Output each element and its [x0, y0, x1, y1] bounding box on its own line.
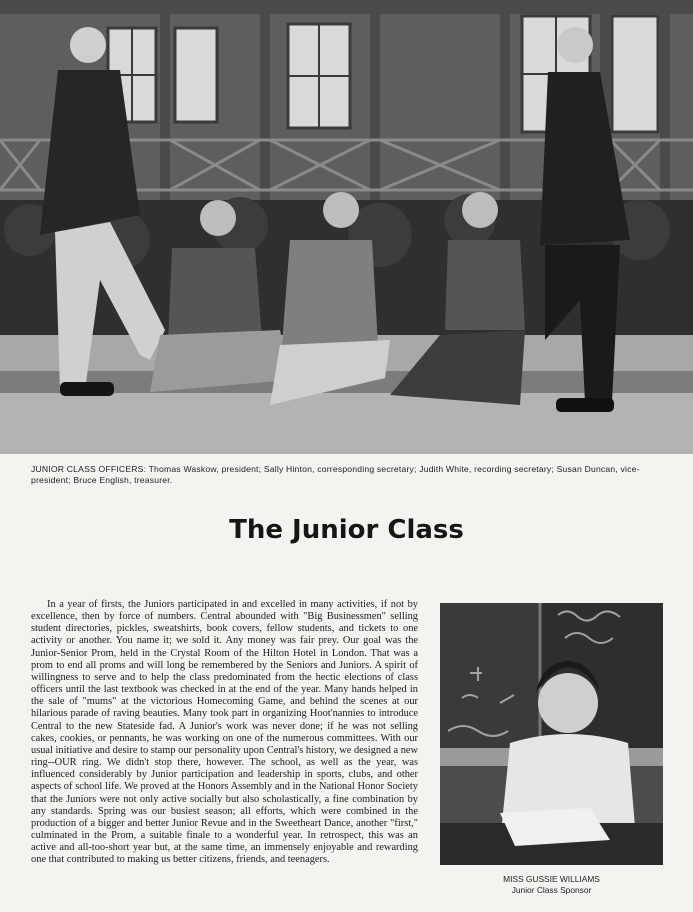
- class-officers-photo: [0, 0, 693, 454]
- page-title: The Junior Class: [229, 515, 464, 545]
- article-body: In a year of firsts, the Juniors participated in and excelled in many activities, if not by excellence, then by force of numbers. Central abounded with "Big Businessmen" selling student directories, pickles, sweatshirts, book covers, fellow students, and tickets to one activity or another. You name it; we sold it. Any money was fair prey. Our goal was the Junior-Senior Prom, held in the Crystal Room of the Hilton Hotel in London. That was a prom to end all proms and will long be remembered by the Seniors and Juniors. A spirit of willingness to serve and to help the class predominated from the hectic elections of class officers until the last textbook was checked in at the end of the year. Many hands helped in the sale of "mums" at the victorious Homecoming Game, and behind the scenes at our hilarious parade of raving beauties. Many took part in organizing Hoot'nannies to introduce Central to the new Stateside fad. A Junior's work was never done; if he was not selling cakes, cookies, or pennants, he was working on one of the numerous committees. With our usual initiative and desire to stamp our personality upon Central's history, we designed a new ring--OUR ring. We didn't stop there, however. The school, as well as the year, was influenced considerably by Junior participation and leadership in sports, clubs, and other aspects of school life. We proved at the Honors Assembly and in the National Honor Society that the Juniors were not only active socially but also scholastically, a fine combination by any standards. Spring was our busiest season; all efforts, which were combined in the production of a bigger and better Junior Revue and in the Sweetheart Dance, another "first," culminated in the Prom, a suitable finale to a wonderful year. In retrospect, this was an active and all-too-short year but, at the same time, an immensely enjoyable and rewarding one that contributed to making us better citizens, friends, and teenagers.: [31, 599, 419, 866]
- sponsor-photo-image: [440, 603, 663, 865]
- class-officers-photo-image: [0, 0, 693, 454]
- officers-caption: JUNIOR CLASS OFFICERS: Thomas Waskow, president; Sally Hinton, corresponding secretary; Judith White, recording secretary; Susan Duncan, vice-president; Bruce English, treasurer.: [31, 464, 640, 485]
- sponsor-caption: [440, 874, 663, 896]
- sponsor-photo: [440, 603, 663, 865]
- sponsor-name: MISS GUSSIE WILLIAMS: [503, 874, 600, 884]
- sponsor-role: Junior Class Sponsor: [511, 885, 592, 895]
